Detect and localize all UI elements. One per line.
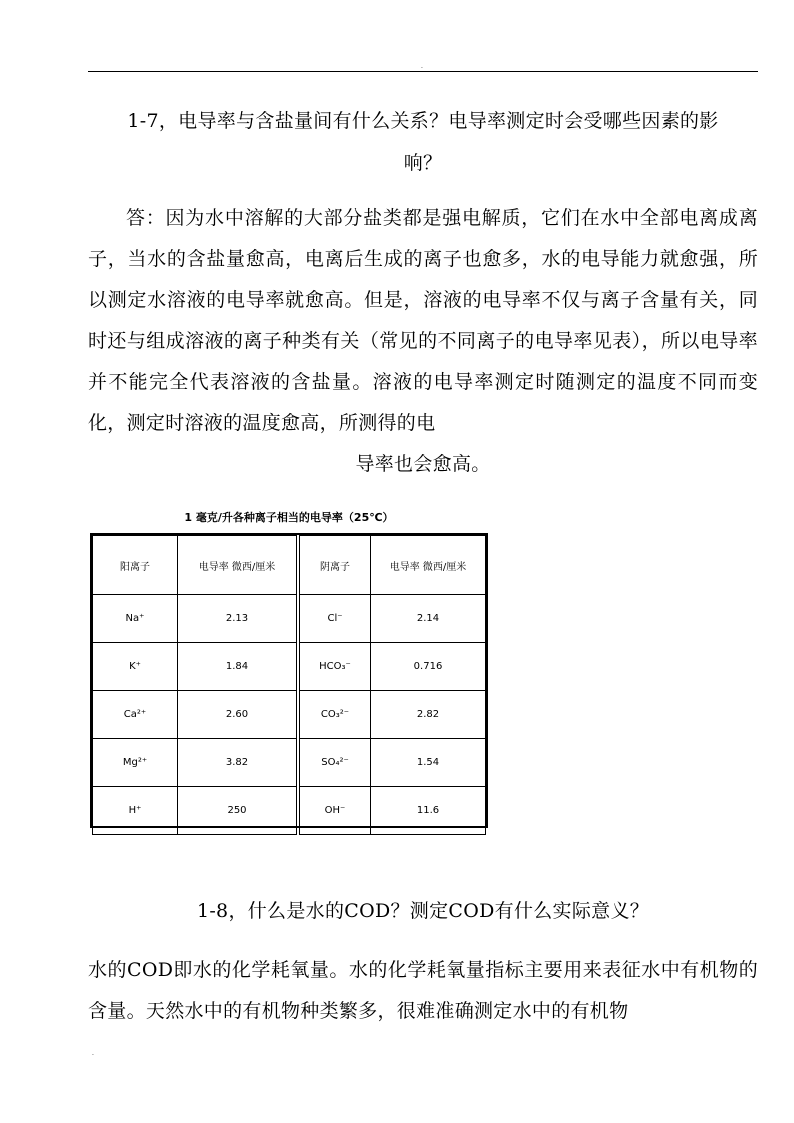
anion-conductivity-cell: 11.6 xyxy=(371,787,486,835)
anion-conductivity-cell: 2.82 xyxy=(371,691,486,739)
cation-cell: Mg²⁺ xyxy=(93,739,178,787)
question-1-8-title: 1-8，什么是水的COD？测定COD有什么实际意义？ xyxy=(196,900,650,922)
answer-1-7-body: 答：因为水中溶解的大部分盐类都是强电解质，它们在水中全部电离成离子，当水的含盐量愈高，电离后生成的离子也愈多，水的电导能力就愈强，所以测定水溶液的电导率就愈高。但是，溶液的电导率不仅与离子含量有关，同时还与组成溶液的离子种类有关（常见的不同离子的电导率见表），所以电导率并不能完全代表溶液的含盐量。溶液的电导率测定时随测定的温度不同而变化，测定时溶液的温度愈高，所测得的电 xyxy=(88,207,758,434)
anion-cell: OH⁻ xyxy=(298,787,371,835)
anion-conductivity-cell: 1.54 xyxy=(371,739,486,787)
table-row xyxy=(93,691,486,739)
table-row xyxy=(93,643,486,691)
table-row xyxy=(93,739,486,787)
footer-dot: . xyxy=(92,1050,94,1057)
table-caption: 1 毫克/升各种离子相当的电导率（25℃） xyxy=(184,511,394,524)
table-row xyxy=(93,787,486,835)
answer-1-8-body: 水的COD即水的化学耗氧量。水的化学耗氧量指标主要用来表征水中有机物的含量。天然水中的有机物种类繁多，很难准确测定水中的有机物 xyxy=(88,959,758,1022)
anion-conductivity-cell: 2.14 xyxy=(371,595,486,643)
header-rule xyxy=(88,71,758,72)
header-anion-conductivity: 电导率 微西/厘米 xyxy=(371,536,486,595)
question-1-7-line2: 响？ xyxy=(403,152,443,174)
answer-1-7 xyxy=(88,198,758,485)
header-cation: 阳离子 xyxy=(93,536,178,595)
cation-conductivity-cell: 1.84 xyxy=(178,643,299,691)
anion-cell: Cl⁻ xyxy=(298,595,371,643)
table-row xyxy=(93,595,486,643)
anion-cell: SO₄²⁻ xyxy=(298,739,371,787)
cation-conductivity-cell: 3.82 xyxy=(178,739,299,787)
cation-conductivity-cell: 250 xyxy=(178,787,299,835)
anion-conductivity-cell: 0.716 xyxy=(371,643,486,691)
cation-conductivity-cell: 2.60 xyxy=(178,691,299,739)
question-1-7-line1: 1-7，电导率与含盐量间有什么关系？电导率测定时会受哪些因素的影 xyxy=(127,110,719,132)
table-header-row xyxy=(93,536,486,595)
ion-conductivity-table xyxy=(90,533,488,828)
cation-conductivity-cell: 2.13 xyxy=(178,595,299,643)
cation-cell: H⁺ xyxy=(93,787,178,835)
answer-1-7-last-line: 导率也会愈高。 xyxy=(355,453,491,475)
cation-cell: Ca²⁺ xyxy=(93,691,178,739)
question-1-7-title xyxy=(88,100,758,184)
cation-cell: K⁺ xyxy=(93,643,178,691)
header-dot: . xyxy=(421,63,423,70)
anion-cell: CO₃²⁻ xyxy=(298,691,371,739)
header-anion: 阴离子 xyxy=(298,536,371,595)
anion-cell: HCO₃⁻ xyxy=(298,643,371,691)
header-cation-conductivity: 电导率 微西/厘米 xyxy=(178,536,299,595)
cation-cell: Na⁺ xyxy=(93,595,178,643)
